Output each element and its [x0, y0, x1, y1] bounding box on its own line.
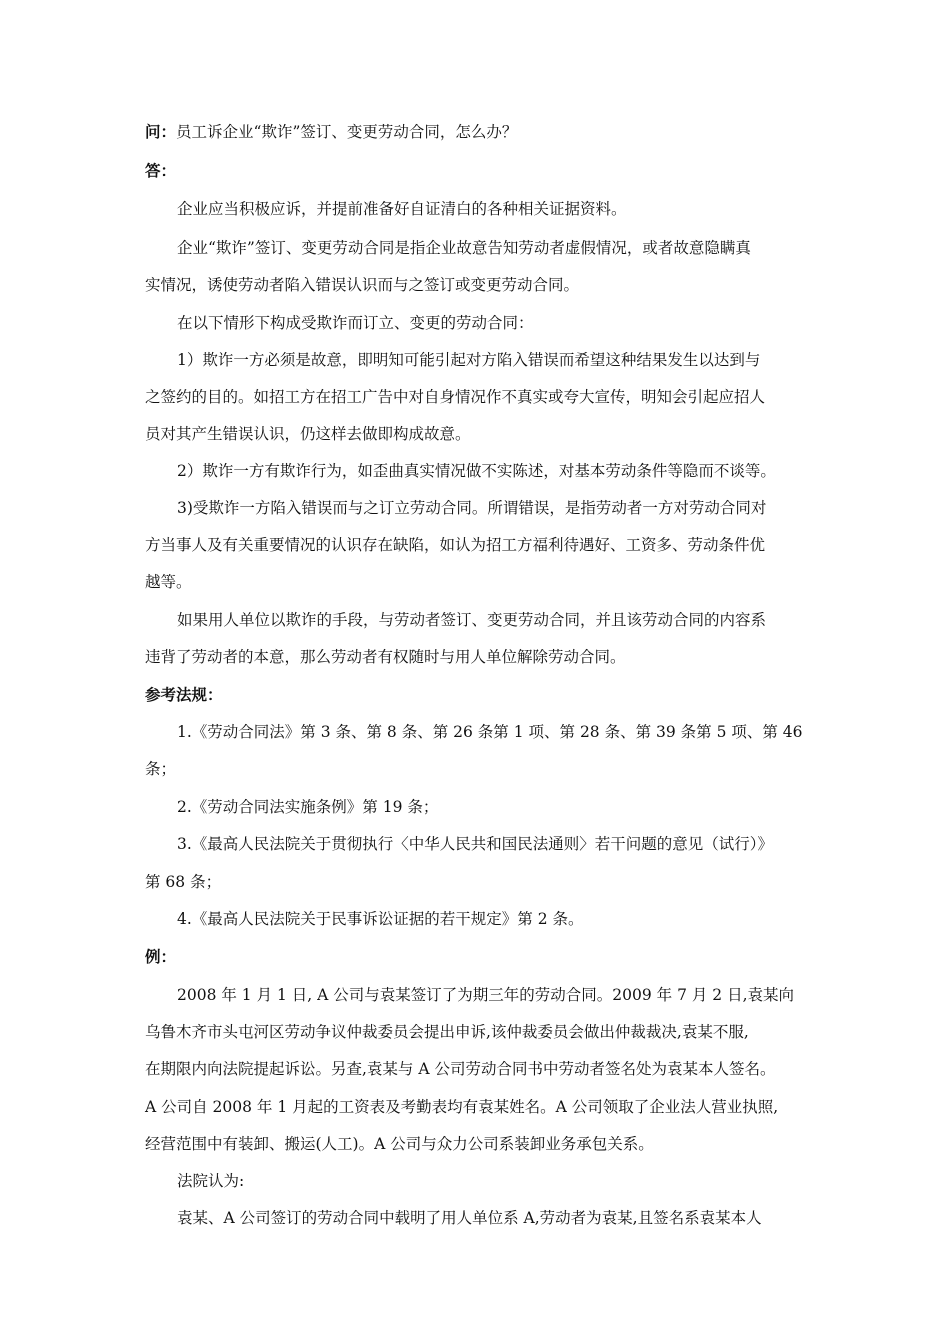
answer-paragraph-line: 3)受欺诈一方陷入错误而与之订立劳动合同。所谓错误，是指劳动者一方对劳动合同对 [177, 499, 767, 517]
answer-paragraph-line: 越等。 [145, 573, 192, 591]
answer-paragraph-line: 违背了劳动者的本意，那么劳动者有权随时与用人单位解除劳动合同。 [145, 648, 626, 666]
answer-paragraph-line: 2）欺诈一方有欺诈行为，如歪曲真实情况做不实陈述，对基本劳动条件等隐而不谈等。 [177, 462, 776, 480]
reference-label: 参考法规： [145, 685, 223, 704]
answer-label: 答： [145, 161, 177, 180]
reference-item: 2.《劳动合同法实施条例》第 19 条； [177, 798, 439, 816]
example-line: 乌鲁木齐市头屯河区劳动争议仲裁委员会提出申诉,该仲裁委员会做出仲裁裁决,袁某不服, [145, 1023, 749, 1041]
example-line: 在期限内向法院提起诉讼。另查,袁某与 A 公司劳动合同书中劳动者签名处为袁某本人签名。 [145, 1060, 776, 1078]
answer-paragraph-line: 实情况，诱使劳动者陷入错误认识而与之签订或变更劳动合同。 [145, 276, 580, 294]
question-text: 员工诉企业“欺诈”签订、变更劳动合同，怎么办？ [176, 123, 518, 141]
example-line: 法院认为: [177, 1172, 245, 1190]
question-line [145, 122, 517, 142]
example-line: A 公司自 2008 年 1 月起的工资表及考勤表均有袁某姓名。A 公司领取了企业法人营业执照, [145, 1098, 779, 1116]
reference-item: 第 68 条； [145, 873, 222, 891]
example-label: 例： [145, 947, 177, 966]
example-line: 经营范围中有装卸、搬运(人工)。A 公司与众力公司系装卸业务承包关系。 [145, 1135, 654, 1153]
answer-paragraph-line: 企业“欺诈”签订、变更劳动合同是指企业故意告知劳动者虚假情况，或者故意隐瞒真 [177, 239, 751, 257]
answer-paragraph-line: 之签约的目的。如招工方在招工广告中对自身情况作不真实或夸大宣传，明知会引起应招人 [145, 388, 766, 406]
answer-paragraph-line: 在以下情形下构成受欺诈而订立、变更的劳动合同： [177, 314, 534, 332]
question-label: 问： [145, 122, 177, 141]
answer-paragraph-line: 员对其产生错误认识，仍这样去做即构成故意。 [145, 425, 471, 443]
example-line: 袁某、A 公司签订的劳动合同中载明了用人单位系 A,劳动者为袁某,且签名系袁某本人 [177, 1209, 762, 1227]
answer-paragraph-line: 如果用人单位以欺诈的手段，与劳动者签订、变更劳动合同，并且该劳动合同的内容系 [177, 611, 767, 629]
answer-paragraph-line: 企业应当积极应诉，并提前准备好自证清白的各种相关证据资料。 [177, 200, 627, 218]
answer-paragraph-line: 方当事人及有关重要情况的认识存在缺陷，如认为招工方福利待遇好、工资多、劳动条件优 [145, 536, 766, 554]
answer-paragraph-line: 1）欺诈一方必须是故意，即明知可能引起对方陷入错误而希望这种结果发生以达到与 [177, 351, 761, 369]
reference-item: 条； [145, 760, 177, 778]
example-line: 2008 年 1 月 1 日, A 公司与袁某签订了为期三年的劳动合同。2009 年 7 月 2 日,袁某向 [177, 986, 795, 1004]
reference-item: 1.《劳动合同法》第 3 条、第 8 条、第 26 条第 1 项、第 28 条、第 39 条第 5 项、第 46 [177, 723, 803, 741]
reference-item: 4.《最高人民法院关于民事诉讼证据的若干规定》第 2 条。 [177, 910, 584, 928]
reference-item: 3.《最高人民法院关于贯彻执行〈中华人民共和国民法通则〉若干问题的意见（试行）》 [177, 835, 774, 853]
